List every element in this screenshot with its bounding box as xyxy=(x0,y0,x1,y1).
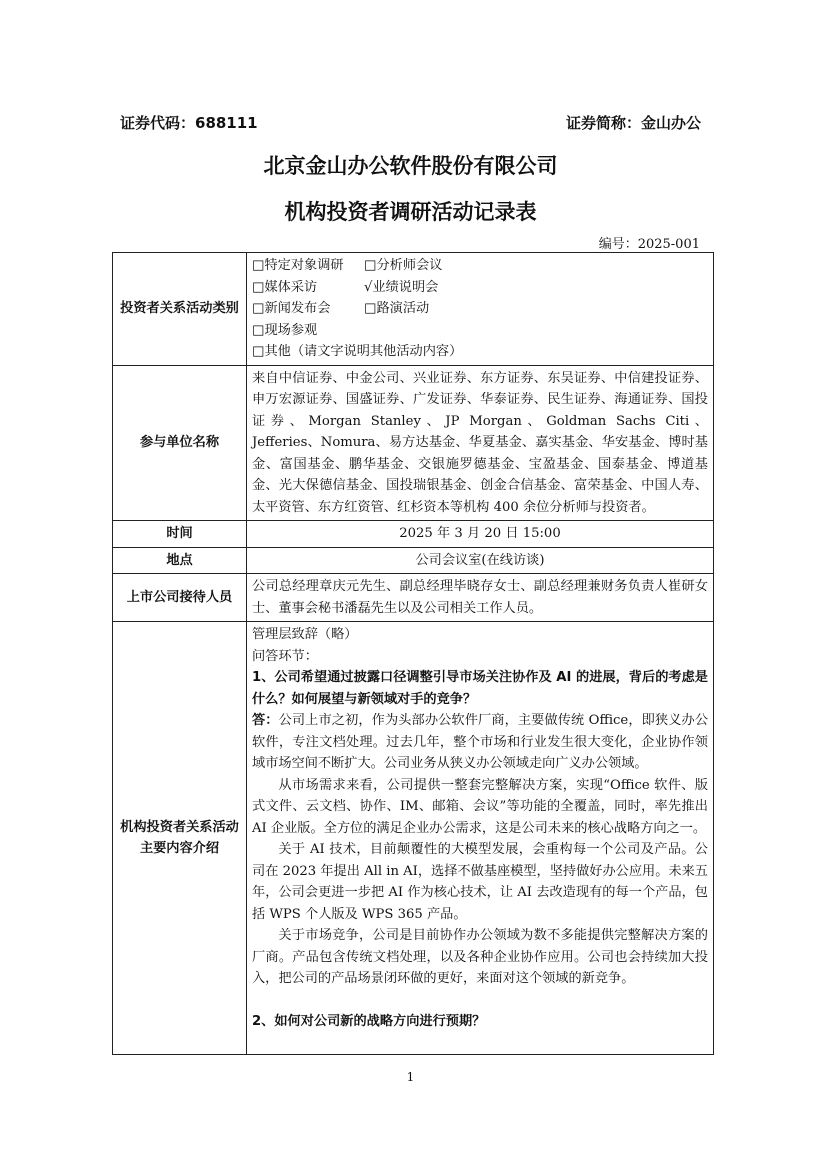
document-number: 编号：2025-001 xyxy=(598,237,700,252)
stock-abbreviation: 证券简称：金山办公 xyxy=(565,114,701,132)
content-label: 机构投资者关系活动主要内容介绍 xyxy=(113,622,247,1055)
answer-1-text: 公司上市之初，作为头部办公软件厂商，主要做传统 Office，即狭义办公软件，专注文档处理。过去几年，整个市场和行业发生很大变化，企业协作领域市场空间不断扩大。公司业务从狭义办公领域走向广义办公领域。 xyxy=(252,713,709,771)
answer-paragraph-3: 关于 AI 技术，目前颠覆性的大模型发展，会重构每一个公司及产品。公司在 2023 年提出 All in AI，选择不做基座模型，坚持做好办公应用。未来五年，公司会更进一步把 AI 作为核心技术，让 AI 去改造现有的每一个产品，包括 WPS 个人版及 WPS 365 产品。 xyxy=(252,842,708,922)
option-line-4 xyxy=(252,320,708,342)
document-header xyxy=(120,112,701,134)
option-line-1 xyxy=(252,255,708,277)
option-line-3 xyxy=(252,298,708,320)
row-content xyxy=(113,622,714,1055)
option-line-5 xyxy=(252,341,708,363)
option-specific-research: □特定对象调研 xyxy=(252,258,344,273)
participants-label: 参与单位名称 xyxy=(113,365,247,521)
row-time xyxy=(113,521,714,548)
answer-label: 答： xyxy=(252,713,279,728)
page-number: 1 xyxy=(406,1070,415,1084)
content-body xyxy=(247,622,714,1055)
option-media-interview: □媒体采访 xyxy=(252,279,318,295)
content-qa-heading: 问答环节： xyxy=(252,648,318,664)
activity-category-label: 投资者关系活动类别 xyxy=(113,253,247,366)
company-title: 北京金山办公软件股份有限公司 xyxy=(263,154,558,178)
time-value: 2025 年 3 月 20 日 15:00 xyxy=(247,521,714,548)
record-table xyxy=(112,252,714,1055)
option-press-conference: □新闻发布会 xyxy=(252,301,331,316)
option-analyst-meeting: □分析师会议 xyxy=(364,258,443,273)
answer-1 xyxy=(252,710,708,775)
time-label: 时间 xyxy=(113,521,247,548)
answer-paragraph-2: 从市场需求来看，公司提供一整套完整解决方案，实现“Office 软件、版式文件、云文档、协作、IM、邮箱、会议”等功能的全覆盖，同时，率先推出 AI 企业版。全方位的满足企业办公需求，这是公司未来的核心战略方向之一。 xyxy=(252,777,708,836)
location-label: 地点 xyxy=(113,547,247,574)
form-title: 机构投资者调研活动记录表 xyxy=(284,200,537,224)
question-1: 1、公司希望通过披露口径调整引导市场关注协作及 AI 的进展，背后的考虑是什么？如何展望与新领域对手的竞争？ xyxy=(252,670,708,707)
reception-label: 上市公司接待人员 xyxy=(113,574,247,622)
option-roadshow: □路演活动 xyxy=(364,301,430,316)
answer-paragraph-4: 关于市场竞争，公司是目前协作办公领域为数不多能提供完整解决方案的厂商。产品包含传统文档处理，以及各种企业协作应用。公司也会持续加大投入，把公司的产品场景闭环做的更好，来面对这个领域的新竞争。 xyxy=(252,928,708,986)
question-2: 2、如何对公司新的战略方向进行预期？ xyxy=(252,1013,486,1029)
activity-category-options xyxy=(247,253,714,366)
location-value: 公司会议室(在线访谈) xyxy=(247,547,714,574)
row-participants xyxy=(113,365,714,521)
participants-text: 来自中信证券、中金公司、兴业证券、东方证券、东吴证券、中信建投证券、申万宏源证券、国盛证券、广发证券、华泰证券、民生证券、海通证券、国投证券、Morgan Stanley、JP Morgan、Goldman Sachs Citi、Jefferies、Nomura、易方达基金、华夏基金、嘉实基金、华安基金、博时基金、富国基金、鹏华基金、交银施罗德基金、宝盈基金、国泰基金、博道基金、光大保德信基金、国投瑞银基金、创金合信基金、富荣基金、中国人寿、太平资管、东方红资管、红杉资本等机构 400 余位分析师与投资者。 xyxy=(247,365,714,521)
option-site-visit: □现场参观 xyxy=(252,322,318,338)
content-intro-remarks: 管理层致辞（略） xyxy=(252,627,358,642)
row-location xyxy=(113,547,714,574)
row-reception xyxy=(113,574,714,622)
option-line-2 xyxy=(252,277,708,299)
option-earnings-presentation: √业绩说明会 xyxy=(364,279,439,295)
stock-code: 证券代码：688111 xyxy=(120,114,258,132)
option-other: □其他（请文字说明其他活动内容） xyxy=(252,344,463,359)
reception-text: 公司总经理章庆元先生、副总经理毕晓存女士、副总经理兼财务负责人崔研女士、董事会秘书潘磊先生以及公司相关工作人员。 xyxy=(247,574,714,622)
spacer xyxy=(252,990,708,1011)
row-activity-category xyxy=(113,253,714,366)
